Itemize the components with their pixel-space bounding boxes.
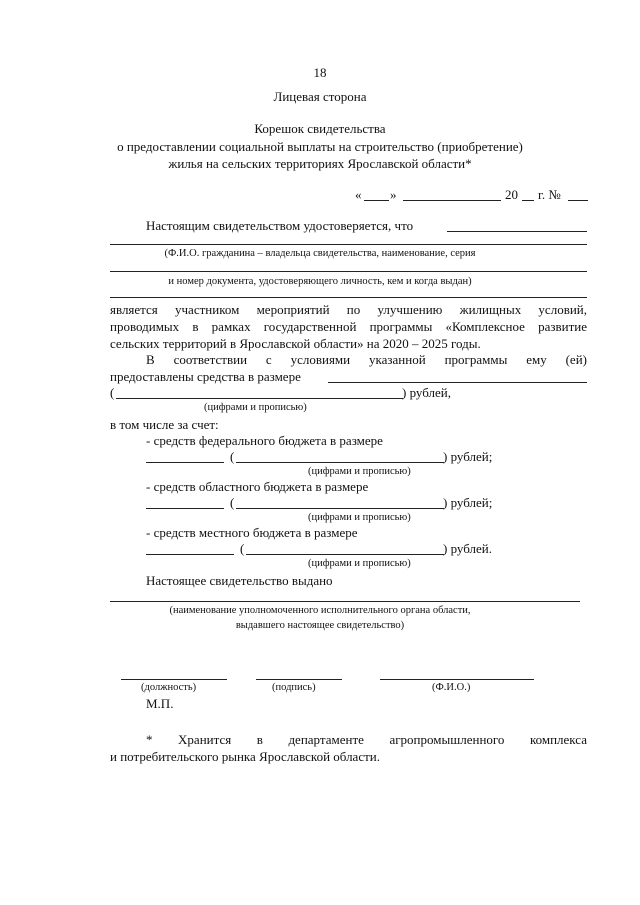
authority-line <box>110 601 580 602</box>
funds-open-paren: ( <box>110 385 115 400</box>
federal-label: - средств федерального бюджета в размере <box>146 433 383 448</box>
federal-open-paren: ( <box>230 449 235 464</box>
citizen-line-2 <box>110 271 587 272</box>
regional-words-line <box>236 508 444 509</box>
name-line <box>380 679 534 680</box>
including-label: в том числе за счет: <box>110 417 219 432</box>
provided-funds-label: предоставлены средства в размере <box>110 369 301 384</box>
caption-digits-regional: (цифрами и прописью) <box>308 512 411 523</box>
participant-line-3: сельских территорий в Ярославской области» на 2020 – 2025 годы. <box>110 336 481 351</box>
accordance-line: В соответствии с условиями указанной программы ему (ей) <box>146 352 587 367</box>
caption-signature: (подпись) <box>272 682 316 693</box>
year-prefix: 20 <box>505 187 518 202</box>
position-line <box>121 679 227 680</box>
issued-text: Настоящее свидетельство выдано <box>146 573 333 588</box>
participant-line-1: является участником мероприятий по улучшению жилищных условий, <box>110 302 587 317</box>
caption-name: (Ф.И.О.) <box>432 682 471 693</box>
funds-words-blank-line <box>116 398 403 399</box>
caption-digits-local: (цифрами и прописью) <box>308 558 411 569</box>
page-number: 18 <box>313 65 327 80</box>
caption-digits-federal: (цифрами и прописью) <box>308 466 411 477</box>
side-label: Лицевая сторона <box>273 89 367 104</box>
caption-authority-2: выдавшего настоящее свидетельство) <box>235 620 405 631</box>
caption-citizen-2: и номер документа, удостоверяющего личность, кем и когда выдан) <box>168 276 472 287</box>
footnote-line-1: * Хранится в департаменте агропромышленного комплекса <box>146 732 587 747</box>
local-digits-line <box>146 554 234 555</box>
day-blank-line <box>364 200 389 201</box>
title-line-2: о предоставлении социальной выплаты на строительство (приобретение) <box>117 139 523 154</box>
date-close-quote: » <box>390 187 397 202</box>
title-line-1: Корешок свидетельства <box>254 121 386 136</box>
funds-blank-line <box>328 382 587 383</box>
number-label: г. № <box>538 187 561 202</box>
signature-line <box>256 679 342 680</box>
local-open-paren: ( <box>240 541 245 556</box>
month-blank-line <box>403 200 501 201</box>
regional-label: - средств областного бюджета в размере <box>146 479 369 494</box>
citizen-line-3 <box>110 297 587 298</box>
certify-blank-line <box>447 231 587 232</box>
caption-position: (должность) <box>141 682 197 693</box>
local-label: - средств местного бюджета в размере <box>146 525 358 540</box>
title-line-3: жилья на сельских территориях Ярославской области* <box>168 156 472 171</box>
regional-rubles: ) рублей; <box>443 495 493 510</box>
caption-digits-total: (цифрами и прописью) <box>204 402 307 413</box>
regional-digits-line <box>146 508 224 509</box>
caption-citizen-1: (Ф.И.О. гражданина – владельца свидетельства, наименование, серия <box>164 248 476 259</box>
regional-open-paren: ( <box>230 495 235 510</box>
number-blank-line <box>568 200 588 201</box>
local-words-line <box>246 554 444 555</box>
footnote-line-2: и потребительского рынка Ярославской области. <box>110 749 380 764</box>
certify-text: Настоящим свидетельством удостоверяется, что <box>146 218 414 233</box>
citizen-line-1 <box>110 244 587 245</box>
date-open-quote: « <box>355 187 362 202</box>
federal-digits-line <box>146 462 224 463</box>
federal-words-line <box>236 462 444 463</box>
local-rubles: ) рублей. <box>443 541 492 556</box>
stamp-place: М.П. <box>146 696 174 711</box>
federal-rubles: ) рублей; <box>443 449 493 464</box>
caption-authority-1: (наименование уполномоченного исполнительного органа области, <box>169 605 471 616</box>
funds-rubles: ) рублей, <box>402 385 451 400</box>
participant-line-2: проводимых в рамках государственной программы «Комплексное развитие <box>110 319 587 334</box>
year-blank-line <box>522 200 534 201</box>
